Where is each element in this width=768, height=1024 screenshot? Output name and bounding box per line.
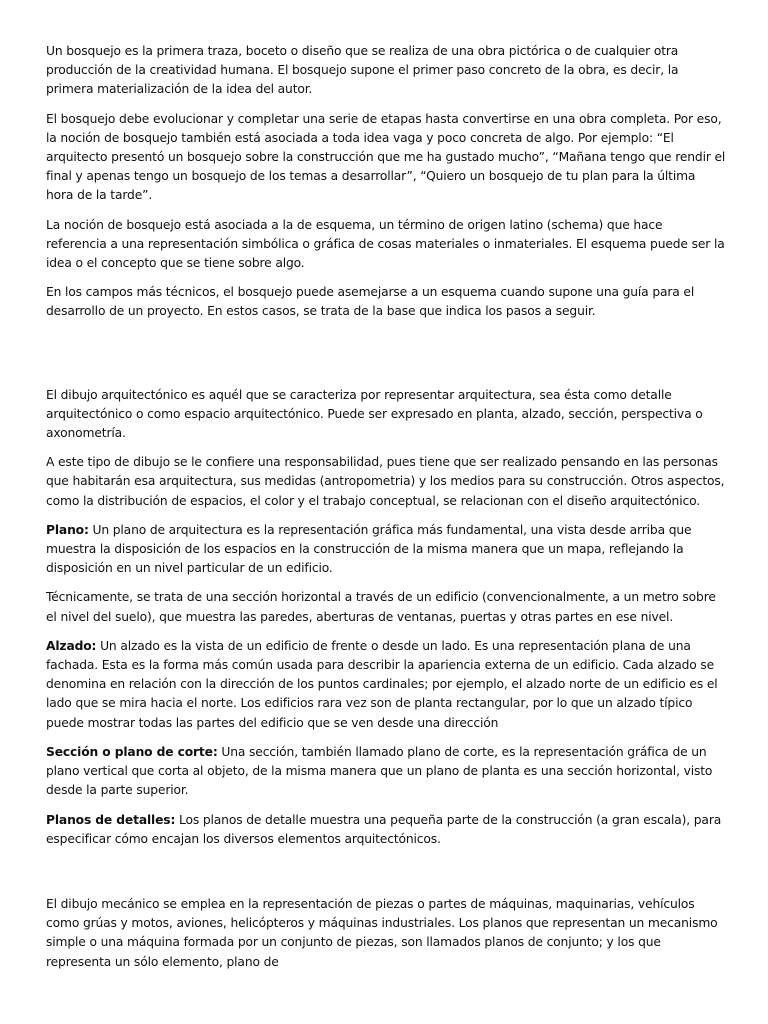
section-gap	[46, 859, 726, 895]
paragraph-responsabilidad: A este tipo de dibujo se le confiere una responsabilidad, pues tiene que ser realizado pensando en las personas que habitarán esa arquitectura, sus medidas (antropometria) y los medios para su construcción. Otros aspectos, como la distribución de espacios, el color y el trabajo conceptual, se relacionan con el diseño arquitectónico.	[46, 455, 725, 508]
paragraph-seccion-corte	[46, 743, 726, 801]
detalles-text: Los planos de detalle muestra una pequeña parte de la construcción (a gran escala), para especificar cómo encajan los diversos elementos arquitectónicos.	[46, 812, 722, 846]
alzado-label: Alzado:	[46, 638, 97, 653]
paragraph-planos-detalles	[46, 811, 726, 849]
seccion-text: Una sección, también llamado plano de corte, es la representación gráfica de un plano vertical que corta al objeto, de la misma manera que un plano de planta es una sección horizontal, visto desde la parte superior.	[46, 744, 713, 798]
paragraph-plano	[46, 521, 726, 579]
detalles-label: Planos de detalles:	[46, 812, 176, 827]
paragraph-dibujo-arquitectonico: El dibujo arquitectónico es aquél que se caracteriza por representar arquitectura, sea ésta como detalle arquitectónico o como espacio arquitectónico. Puede ser expresado en planta, alzado, sección, perspectiva o axonometría.	[46, 387, 703, 441]
paragraph-seccion-horizontal: Técnicamente, se trata de una sección horizontal a través de un edificio (convencionalmente, a un metro sobre el nivel del suelo), que muestra las paredes, aberturas de ventanas, puertas y otras partes en ese nivel.	[46, 590, 716, 624]
seccion-label: Sección o plano de corte:	[46, 744, 218, 759]
paragraph-bosquejo-evolution: El bosquejo debe evolucionar y completar una serie de etapas hasta convertirse en una obra completa. Por eso, la noción de bosquejo también está asociada a toda idea vaga y poco concreta de algo. Por ejemplo: “El arquitecto presentó un bosquejo sobre la construcción que me ha gustado mucho”, “Mañana tengo que rendir el final y apenas tengo un bosquejo de los temas a desarrollar”, “Quiero un bosquejo de tu plan para la última hora de la tarde”.	[46, 111, 726, 203]
section-gap	[46, 332, 726, 386]
document-page	[46, 42, 726, 982]
alzado-text: Un alzado es la vista de un edificio de frente o desde un lado. Es una representación plana de una fachada. Esta es la forma más común usada para describir la apariencia externa de un edificio. Cada alzado se denomina en relación con la dirección de los puntos cardinales; por ejemplo, el alzado norte de un edificio es el lado que se mira hacia el norte. Los edificios rara vez son de planta rectangular, por lo que un alzado típico puede mostrar todas las partes del edificio que se ven desde una dirección	[46, 638, 718, 730]
paragraph-dibujo-mecanico: El dibujo mecánico se emplea en la representación de piezas o partes de máquinas, maquinarias, vehículos como grúas y motos, aviones, helicópteros y máquinas industriales. Los planos que representan un mecanismo simple o una máquina formada por un conjunto de piezas, son llamados planos de conjunto; y los que representa un sólo elemento, plano de	[46, 896, 718, 969]
plano-label: Plano:	[46, 522, 89, 537]
paragraph-esquema: La noción de bosquejo está asociada a la de esquema, un término de origen latino (schema) que hace referencia a una representación simbólica o gráfica de cosas materiales o inmateriales. El esquema puede ser la idea o el concepto que se tiene sobre algo.	[46, 217, 725, 271]
paragraph-bosquejo-definition: Un bosquejo es la primera traza, boceto o diseño que se realiza de una obra pictórica o de cualquier otra producción de la creatividad humana. El bosquejo supone el primer paso concreto de la obra, es decir, la primera materialización de la idea del autor.	[46, 44, 679, 97]
paragraph-alzado	[46, 637, 726, 733]
plano-text: Un plano de arquitectura es la representación gráfica más fundamental, una vista desde arriba que muestra la disposición de los espacios en la construcción de la misma manera que un mapa, reflejando la disposición en un nivel particular de un edificio.	[46, 522, 692, 576]
paragraph-campos-tecnicos: En los campos más técnicos, el bosquejo puede asemejarse a un esquema cuando supone una guía para el desarrollo de un proyecto. En estos casos, se trata de la base que indica los pasos a seguir.	[46, 285, 695, 319]
